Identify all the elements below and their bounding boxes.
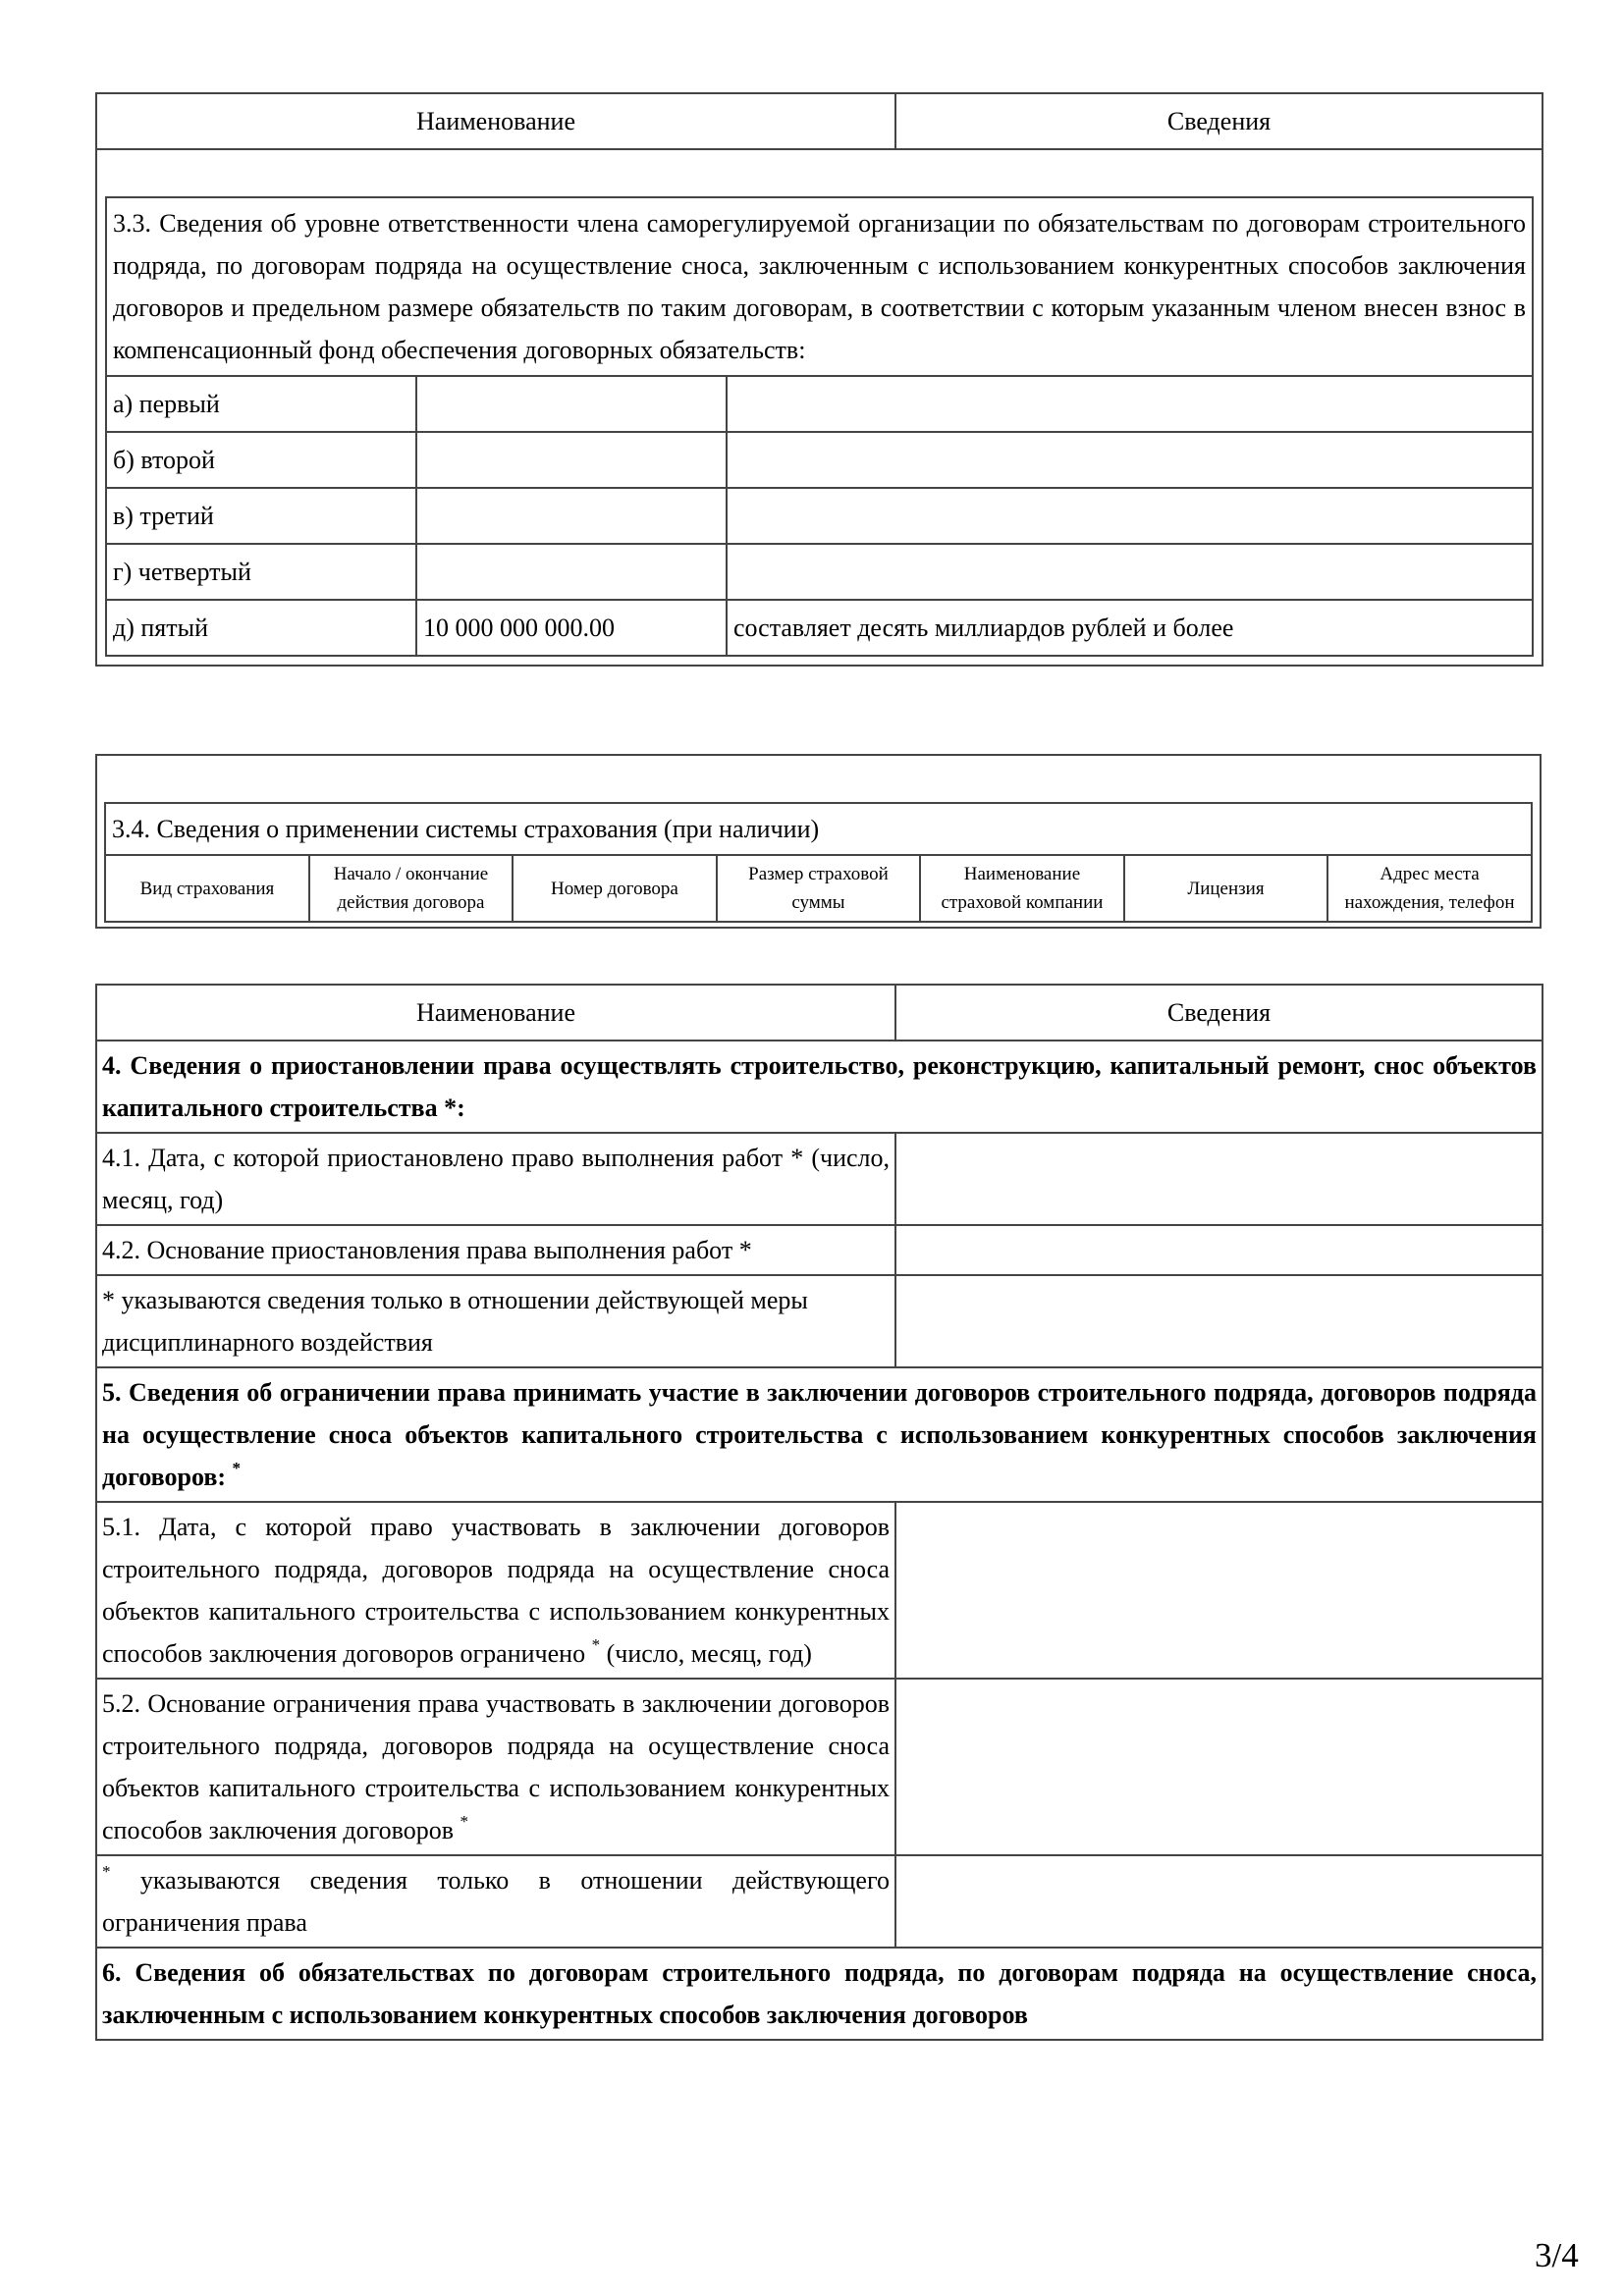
row-4-2-value xyxy=(895,1225,1543,1275)
level-label: а) первый xyxy=(106,376,416,432)
level-label: б) второй xyxy=(106,432,416,488)
col-insurer-name: Наименование страховой компании xyxy=(920,855,1124,922)
section-3-3-table xyxy=(105,196,1534,657)
row-4-1-label: 4.1. Дата, с которой приостановлено право выполнения работ * (число, месяц, год) xyxy=(96,1133,895,1225)
section-5-title xyxy=(96,1367,1543,1502)
row-5-1-text: 5.1. Дата, с которой право участвовать в заключении договоров строительного подряда, договоров подряда на осуществление сноса объектов капитального строительства с использованием конкурентных способов заключения договоров ограничено xyxy=(102,1513,890,1668)
level-desc xyxy=(727,376,1533,432)
spacer xyxy=(96,755,1541,802)
col-address-phone: Адрес места нахождения, телефон xyxy=(1327,855,1532,922)
section-3-3-text: 3.3. Сведения об уровне ответственности члена саморегулируемой организации по обязательствам по договорам строительного подряда, по договорам подряда на осуществление сноса, заключенным с использованием конкурентных способов заключения договоров и предельном размере обязательств по таким договорам, в соответствии с которым указанным членом внесен взнос в компенсационный фонд обеспечения договорных обязательств: xyxy=(106,197,1533,376)
section-3-4-table xyxy=(104,802,1533,923)
row-4-1-value xyxy=(895,1133,1543,1225)
section-5-title-text: 5. Сведения об ограничении права принимать участие в заключении договоров строительного подряда, договоров подряда на осуществление сноса объектов капитального строительства с использованием конкурентных способов заключения договоров: xyxy=(102,1378,1537,1491)
section-3-4-container xyxy=(96,802,1541,928)
level-desc: составляет десять миллиардов рублей и более xyxy=(727,600,1533,656)
col-insurance-type: Вид страхования xyxy=(105,855,309,922)
footnote-mark: * xyxy=(232,1459,242,1477)
footnote-mark: * xyxy=(460,1812,469,1831)
section-4-note: * указываются сведения только в отношении действующей меры дисциплинарного воздействия xyxy=(96,1275,895,1367)
section-3-4-title: 3.4. Сведения о применении системы страхования (при наличии) xyxy=(105,803,1532,855)
section-5-note-text: указываются сведения только в отношении действующего ограничения права xyxy=(102,1866,890,1937)
row-5-2-text: 5.2. Основание ограничения права участвовать в заключении договоров строительного подряда, договоров подряда на осуществление сноса объектов капитального строительства с использованием конкурентных способов заключения договоров xyxy=(102,1689,890,1844)
spacer xyxy=(96,149,1543,196)
col-contract-number: Номер договора xyxy=(513,855,717,922)
col-license: Лицензия xyxy=(1124,855,1327,922)
level-label: в) третий xyxy=(106,488,416,544)
level-desc xyxy=(727,544,1533,600)
section-3-3-container xyxy=(96,196,1543,666)
header-name: Наименование xyxy=(96,985,895,1041)
section-5-note-value xyxy=(895,1855,1543,1948)
level-desc xyxy=(727,488,1533,544)
level-amount xyxy=(416,376,727,432)
footnote-mark: * xyxy=(591,1635,601,1654)
restrictions-table xyxy=(95,984,1543,2041)
row-4-2-label: 4.2. Основание приостановления права выполнения работ * xyxy=(96,1225,895,1275)
header-info: Сведения xyxy=(895,93,1543,149)
liability-table xyxy=(95,92,1543,667)
row-5-2-value xyxy=(895,1679,1543,1855)
header-name: Наименование xyxy=(96,93,895,149)
level-label: д) пятый xyxy=(106,600,416,656)
col-contract-period: Начало / окончание действия договора xyxy=(309,855,513,922)
section-4-note-value xyxy=(895,1275,1543,1367)
level-amount xyxy=(416,544,727,600)
section-4-title: 4. Сведения о приостановлении права осуществлять строительство, реконструкцию, капитальный ремонт, снос объектов капитального строительства *: xyxy=(96,1041,1543,1133)
page-number: 3/4 xyxy=(1535,2236,1579,2274)
row-5-1-date-hint: (число, месяц, год) xyxy=(606,1639,812,1668)
row-5-2-label xyxy=(96,1679,895,1855)
section-6-title: 6. Сведения об обязательствах по договорам строительного подряда, по договорам подряда на осуществление сноса, заключенным с использованием конкурентных способов заключения договоров xyxy=(96,1948,1543,2040)
row-5-1-label xyxy=(96,1502,895,1679)
header-info: Сведения xyxy=(895,985,1543,1041)
level-amount xyxy=(416,432,727,488)
level-desc xyxy=(727,432,1533,488)
footnote-mark: * xyxy=(102,1862,111,1881)
level-amount: 10 000 000 000.00 xyxy=(416,600,727,656)
insurance-table xyxy=(95,754,1542,929)
level-label: г) четвертый xyxy=(106,544,416,600)
col-insured-sum: Размер страховой суммы xyxy=(717,855,920,922)
level-amount xyxy=(416,488,727,544)
section-5-note xyxy=(96,1855,895,1948)
row-5-1-value xyxy=(895,1502,1543,1679)
